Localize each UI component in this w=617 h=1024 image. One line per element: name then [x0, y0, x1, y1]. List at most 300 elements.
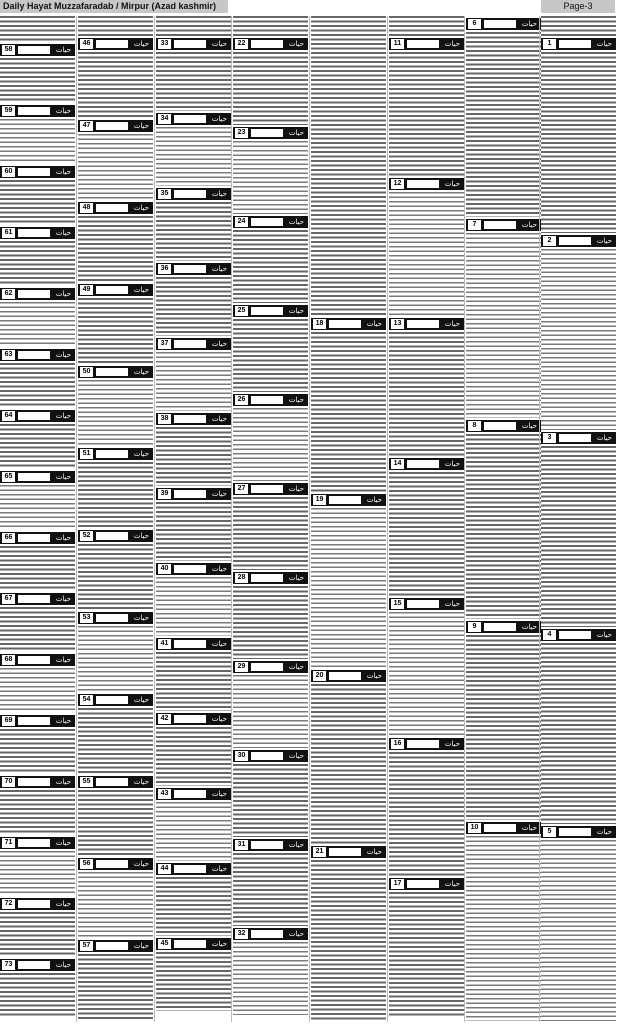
notice-number: 24 — [235, 217, 248, 227]
notice-blank-box — [329, 320, 361, 328]
notice-text — [389, 192, 464, 316]
notice-blank-box — [18, 961, 50, 969]
notice-text — [466, 836, 541, 1021]
notice-number: 57 — [80, 941, 93, 951]
notice-text — [0, 180, 75, 225]
notice-blank-box — [174, 265, 206, 273]
notice-text — [233, 675, 308, 748]
notice-logo-icon: حیات — [55, 839, 71, 847]
notice-text — [0, 424, 75, 469]
notice-text — [156, 727, 231, 786]
notice-number: 6 — [468, 19, 481, 29]
notice-blank-box — [484, 20, 516, 28]
notice-logo-icon: حیات — [133, 286, 149, 294]
notice-text — [466, 434, 541, 619]
notice-header — [156, 713, 231, 725]
notice-text — [156, 52, 231, 111]
notice-blank-box — [559, 40, 591, 48]
notice-blank-box — [18, 534, 50, 542]
notice-header — [0, 349, 75, 361]
column-divider — [309, 16, 310, 1022]
notice-number: 37 — [158, 339, 171, 349]
notice-blank-box — [251, 40, 283, 48]
notice-number: 68 — [2, 655, 15, 665]
notice-logo-icon: حیات — [211, 490, 227, 498]
notice-number: 46 — [80, 39, 93, 49]
notice-blank-box — [96, 204, 128, 212]
notice-text — [311, 860, 386, 1020]
notice-number: 34 — [158, 114, 171, 124]
notice-text — [78, 790, 153, 856]
notice-blank-box — [174, 40, 206, 48]
notice-header — [389, 38, 464, 50]
notice-text — [0, 363, 75, 408]
notice-text — [78, 462, 153, 528]
notice-number: 60 — [2, 167, 15, 177]
notice-logo-icon: حیات — [444, 40, 460, 48]
notice-number: 22 — [235, 39, 248, 49]
column-divider — [464, 16, 465, 1022]
column-divider — [387, 16, 388, 1022]
notice-header — [78, 530, 153, 542]
notice-blank-box — [484, 221, 516, 229]
notice-logo-icon: حیات — [133, 450, 149, 458]
notice-text — [78, 216, 153, 282]
notice-number: 70 — [2, 777, 15, 787]
notice-logo-icon: حیات — [288, 574, 304, 582]
notice-header — [541, 235, 616, 247]
notice-header — [233, 127, 308, 139]
notice-blank-box — [251, 307, 283, 315]
notice-number: 10 — [468, 823, 481, 833]
notice-text — [78, 708, 153, 774]
notice-blank-box — [559, 828, 591, 836]
notice-logo-icon: حیات — [55, 961, 71, 969]
notice-blank-box — [18, 656, 50, 664]
notice-header — [0, 776, 75, 788]
notice-number: 56 — [80, 859, 93, 869]
notice-text — [311, 684, 386, 844]
notice-blank-box — [18, 412, 50, 420]
notice-blank-box — [329, 496, 361, 504]
notice-blank-box — [18, 900, 50, 908]
notice-blank-box — [18, 778, 50, 786]
column-divider — [76, 16, 77, 1022]
notice-header — [233, 928, 308, 940]
column-divider — [231, 16, 232, 1022]
notice-text — [156, 802, 231, 861]
notice-text — [541, 446, 616, 627]
notice-blank-box — [174, 490, 206, 498]
column-divider — [539, 16, 540, 1022]
notice-logo-icon: حیات — [55, 717, 71, 725]
notice-blank-box — [18, 168, 50, 176]
notice-text — [78, 380, 153, 446]
notice-blank-box — [96, 696, 128, 704]
notice-header — [389, 178, 464, 190]
notice-text — [541, 643, 616, 824]
notice-header — [0, 532, 75, 544]
notice-logo-icon: حیات — [211, 115, 227, 123]
notice-logo-icon: حیات — [288, 307, 304, 315]
notice-text — [541, 840, 616, 1021]
notice-number: 50 — [80, 367, 93, 377]
notice-text — [0, 485, 75, 530]
notice-header — [466, 621, 541, 633]
notice-text — [233, 586, 308, 659]
notice-logo-icon: حیات — [366, 320, 382, 328]
notice-logo-icon: حیات — [55, 534, 71, 542]
notice-header — [311, 846, 386, 858]
notice-logo-icon: حیات — [596, 434, 612, 442]
notice-number: 5 — [543, 827, 556, 837]
notice-number: 15 — [391, 599, 404, 609]
notice-number: 31 — [235, 840, 248, 850]
notice-text — [541, 52, 616, 233]
notice-text — [233, 942, 308, 1015]
notice-logo-icon: حیات — [133, 40, 149, 48]
notice-header — [78, 284, 153, 296]
notice-text — [0, 668, 75, 713]
notice-text — [311, 508, 386, 668]
notice-number: 59 — [2, 106, 15, 116]
notice-header — [78, 202, 153, 214]
notice-text — [233, 52, 308, 125]
notice-header — [156, 188, 231, 200]
notice-blank-box — [559, 434, 591, 442]
notice-text — [78, 52, 153, 118]
notice-text — [233, 853, 308, 926]
notice-header — [0, 44, 75, 56]
notice-header — [389, 738, 464, 750]
notice-text — [233, 230, 308, 303]
notice-number: 16 — [391, 739, 404, 749]
notice-header — [156, 38, 231, 50]
notice-header — [0, 959, 75, 971]
notice-text — [0, 607, 75, 652]
notice-text — [156, 127, 231, 186]
notice-logo-icon: حیات — [596, 237, 612, 245]
notice-number: 69 — [2, 716, 15, 726]
notice-text — [541, 16, 616, 36]
notice-header — [78, 366, 153, 378]
notice-blank-box — [407, 180, 439, 188]
notice-text — [0, 912, 75, 957]
column-3 — [156, 16, 231, 1022]
notice-text — [78, 544, 153, 610]
notice-text — [78, 134, 153, 200]
column-7 — [466, 16, 541, 1022]
notice-logo-icon: حیات — [211, 340, 227, 348]
notice-header — [389, 598, 464, 610]
notice-blank-box — [96, 860, 128, 868]
notice-text — [0, 546, 75, 591]
notice-number: 49 — [80, 285, 93, 295]
notice-logo-icon: حیات — [133, 696, 149, 704]
notice-text — [466, 635, 541, 820]
notice-text — [0, 302, 75, 347]
notice-text — [233, 497, 308, 570]
notice-blank-box — [484, 623, 516, 631]
notice-logo-icon: حیات — [288, 40, 304, 48]
notice-number: 39 — [158, 489, 171, 499]
notice-number: 40 — [158, 564, 171, 574]
notice-text — [233, 141, 308, 214]
notice-header — [311, 318, 386, 330]
notice-number: 20 — [313, 671, 326, 681]
notice-text — [311, 332, 386, 492]
notice-logo-icon: حیات — [55, 473, 71, 481]
notice-text — [389, 52, 464, 176]
notice-blank-box — [96, 778, 128, 786]
notice-logo-icon: حیات — [211, 640, 227, 648]
notice-logo-icon: حیات — [133, 942, 149, 950]
notice-number: 63 — [2, 350, 15, 360]
notice-number: 23 — [235, 128, 248, 138]
notice-logo-icon: حیات — [444, 320, 460, 328]
notice-header — [0, 654, 75, 666]
notice-text — [311, 16, 386, 316]
notice-header — [233, 216, 308, 228]
notice-blank-box — [96, 450, 128, 458]
column-5 — [311, 16, 386, 1022]
notice-text — [78, 872, 153, 938]
notice-header — [78, 694, 153, 706]
notice-header — [389, 318, 464, 330]
notice-logo-icon: حیات — [444, 600, 460, 608]
notice-blank-box — [251, 663, 283, 671]
notice-header — [78, 612, 153, 624]
notice-number: 53 — [80, 613, 93, 623]
notice-number: 17 — [391, 879, 404, 889]
notice-header — [156, 113, 231, 125]
notice-header — [466, 822, 541, 834]
notice-blank-box — [407, 600, 439, 608]
notice-logo-icon: حیات — [133, 778, 149, 786]
notice-header — [541, 826, 616, 838]
notice-header — [466, 219, 541, 231]
notice-text — [233, 764, 308, 837]
notice-text — [0, 119, 75, 164]
notice-logo-icon: حیات — [444, 460, 460, 468]
column-4 — [233, 16, 308, 1022]
notice-blank-box — [251, 218, 283, 226]
notice-logo-icon: حیات — [596, 828, 612, 836]
notice-blank-box — [407, 460, 439, 468]
notice-logo-icon: حیات — [288, 663, 304, 671]
notice-text — [156, 952, 231, 1011]
notice-number: 32 — [235, 929, 248, 939]
notice-blank-box — [251, 841, 283, 849]
notice-text — [0, 973, 75, 1018]
notice-blank-box — [174, 340, 206, 348]
notice-text — [233, 319, 308, 392]
notice-number: 58 — [2, 45, 15, 55]
notice-number: 44 — [158, 864, 171, 874]
notice-text — [389, 612, 464, 736]
notice-header — [156, 263, 231, 275]
notice-blank-box — [174, 565, 206, 573]
notice-blank-box — [174, 865, 206, 873]
notice-number: 30 — [235, 751, 248, 761]
notice-text — [0, 851, 75, 896]
notice-text — [233, 408, 308, 481]
notice-blank-box — [96, 614, 128, 622]
notice-logo-icon: حیات — [55, 107, 71, 115]
notice-header — [78, 940, 153, 952]
notice-number: 64 — [2, 411, 15, 421]
notice-number: 48 — [80, 203, 93, 213]
notice-blank-box — [484, 422, 516, 430]
notice-header — [156, 638, 231, 650]
notice-blank-box — [96, 532, 128, 540]
notice-header — [0, 471, 75, 483]
notice-number: 9 — [468, 622, 481, 632]
notice-logo-icon: حیات — [444, 740, 460, 748]
notice-logo-icon: حیات — [366, 496, 382, 504]
notice-header — [233, 839, 308, 851]
notice-blank-box — [329, 848, 361, 856]
notice-blank-box — [96, 122, 128, 130]
notice-blank-box — [407, 40, 439, 48]
notice-number: 54 — [80, 695, 93, 705]
notice-text — [0, 241, 75, 286]
column-8 — [541, 16, 616, 1022]
notice-number: 55 — [80, 777, 93, 787]
notice-text — [0, 58, 75, 103]
notice-header — [0, 898, 75, 910]
notice-blank-box — [18, 229, 50, 237]
notice-header — [78, 858, 153, 870]
notice-logo-icon: حیات — [55, 595, 71, 603]
notice-number: 52 — [80, 531, 93, 541]
notice-blank-box — [174, 190, 206, 198]
notice-logo-icon: حیات — [211, 415, 227, 423]
notice-number: 45 — [158, 939, 171, 949]
notice-number: 18 — [313, 319, 326, 329]
notice-blank-box — [18, 839, 50, 847]
notice-number: 3 — [543, 433, 556, 443]
notice-header — [78, 38, 153, 50]
column-divider — [154, 16, 155, 1022]
notice-header — [466, 18, 541, 30]
notice-blank-box — [174, 790, 206, 798]
notice-number: 27 — [235, 484, 248, 494]
notice-number: 14 — [391, 459, 404, 469]
notice-number: 42 — [158, 714, 171, 724]
notice-logo-icon: حیات — [211, 40, 227, 48]
notice-header — [156, 938, 231, 950]
notice-blank-box — [18, 717, 50, 725]
notice-number: 36 — [158, 264, 171, 274]
notice-logo-icon: حیات — [55, 168, 71, 176]
notice-logo-icon: حیات — [133, 368, 149, 376]
notice-header — [541, 38, 616, 50]
column-6 — [389, 16, 464, 1022]
notice-text — [78, 626, 153, 692]
notice-header — [156, 563, 231, 575]
notice-header — [541, 432, 616, 444]
notice-number: 73 — [2, 960, 15, 970]
notice-blank-box — [407, 740, 439, 748]
notice-header — [0, 166, 75, 178]
notice-blank-box — [329, 672, 361, 680]
notice-logo-icon: حیات — [288, 396, 304, 404]
notice-blank-box — [251, 752, 283, 760]
notice-number: 19 — [313, 495, 326, 505]
masthead — [0, 0, 617, 14]
notice-logo-icon: حیات — [211, 790, 227, 798]
notice-text — [0, 16, 75, 42]
notice-logo-icon: حیات — [55, 778, 71, 786]
notice-text — [156, 352, 231, 411]
notice-blank-box — [407, 880, 439, 888]
notice-header — [78, 448, 153, 460]
notice-logo-icon: حیات — [211, 715, 227, 723]
notice-logo-icon: حیات — [288, 129, 304, 137]
notice-number: 25 — [235, 306, 248, 316]
notice-header — [0, 715, 75, 727]
notice-text — [78, 298, 153, 364]
notice-logo-icon: حیات — [521, 824, 537, 832]
notice-logo-icon: حیات — [55, 900, 71, 908]
notice-text — [156, 427, 231, 486]
notice-number: 1 — [543, 39, 556, 49]
page-number-badge: Page-3 — [541, 0, 615, 13]
notice-logo-icon: حیات — [288, 841, 304, 849]
notice-text — [389, 892, 464, 1016]
notice-text — [389, 16, 464, 36]
notice-text — [156, 652, 231, 711]
notice-logo-icon: حیات — [211, 565, 227, 573]
notice-header — [156, 488, 231, 500]
notice-header — [0, 410, 75, 422]
column-1 — [0, 16, 75, 1022]
notice-blank-box — [96, 942, 128, 950]
notice-text — [156, 577, 231, 636]
notice-blank-box — [96, 286, 128, 294]
notice-text — [78, 954, 153, 1020]
notice-number: 66 — [2, 533, 15, 543]
notice-blank-box — [251, 574, 283, 582]
notice-blank-box — [174, 640, 206, 648]
notice-number: 28 — [235, 573, 248, 583]
notice-blank-box — [18, 46, 50, 54]
notice-logo-icon: حیات — [366, 672, 382, 680]
notice-number: 38 — [158, 414, 171, 424]
notice-logo-icon: حیات — [133, 122, 149, 130]
notice-blank-box — [251, 930, 283, 938]
notice-blank-box — [174, 715, 206, 723]
notice-header — [78, 120, 153, 132]
newspaper-title: Daily Hayat Muzzafaradab / Mirpur (Azad kashmir) — [0, 0, 228, 13]
notice-header — [233, 305, 308, 317]
notice-number: 8 — [468, 421, 481, 431]
notice-blank-box — [18, 595, 50, 603]
notice-header — [311, 670, 386, 682]
notice-header — [233, 750, 308, 762]
notice-blank-box — [18, 351, 50, 359]
notice-number: 71 — [2, 838, 15, 848]
notice-number: 33 — [158, 39, 171, 49]
notice-header — [0, 837, 75, 849]
notice-text — [156, 16, 231, 36]
notice-logo-icon: حیات — [444, 180, 460, 188]
notice-number: 11 — [391, 39, 404, 49]
notice-text — [389, 332, 464, 456]
notice-logo-icon: حیات — [521, 623, 537, 631]
notice-blank-box — [18, 473, 50, 481]
